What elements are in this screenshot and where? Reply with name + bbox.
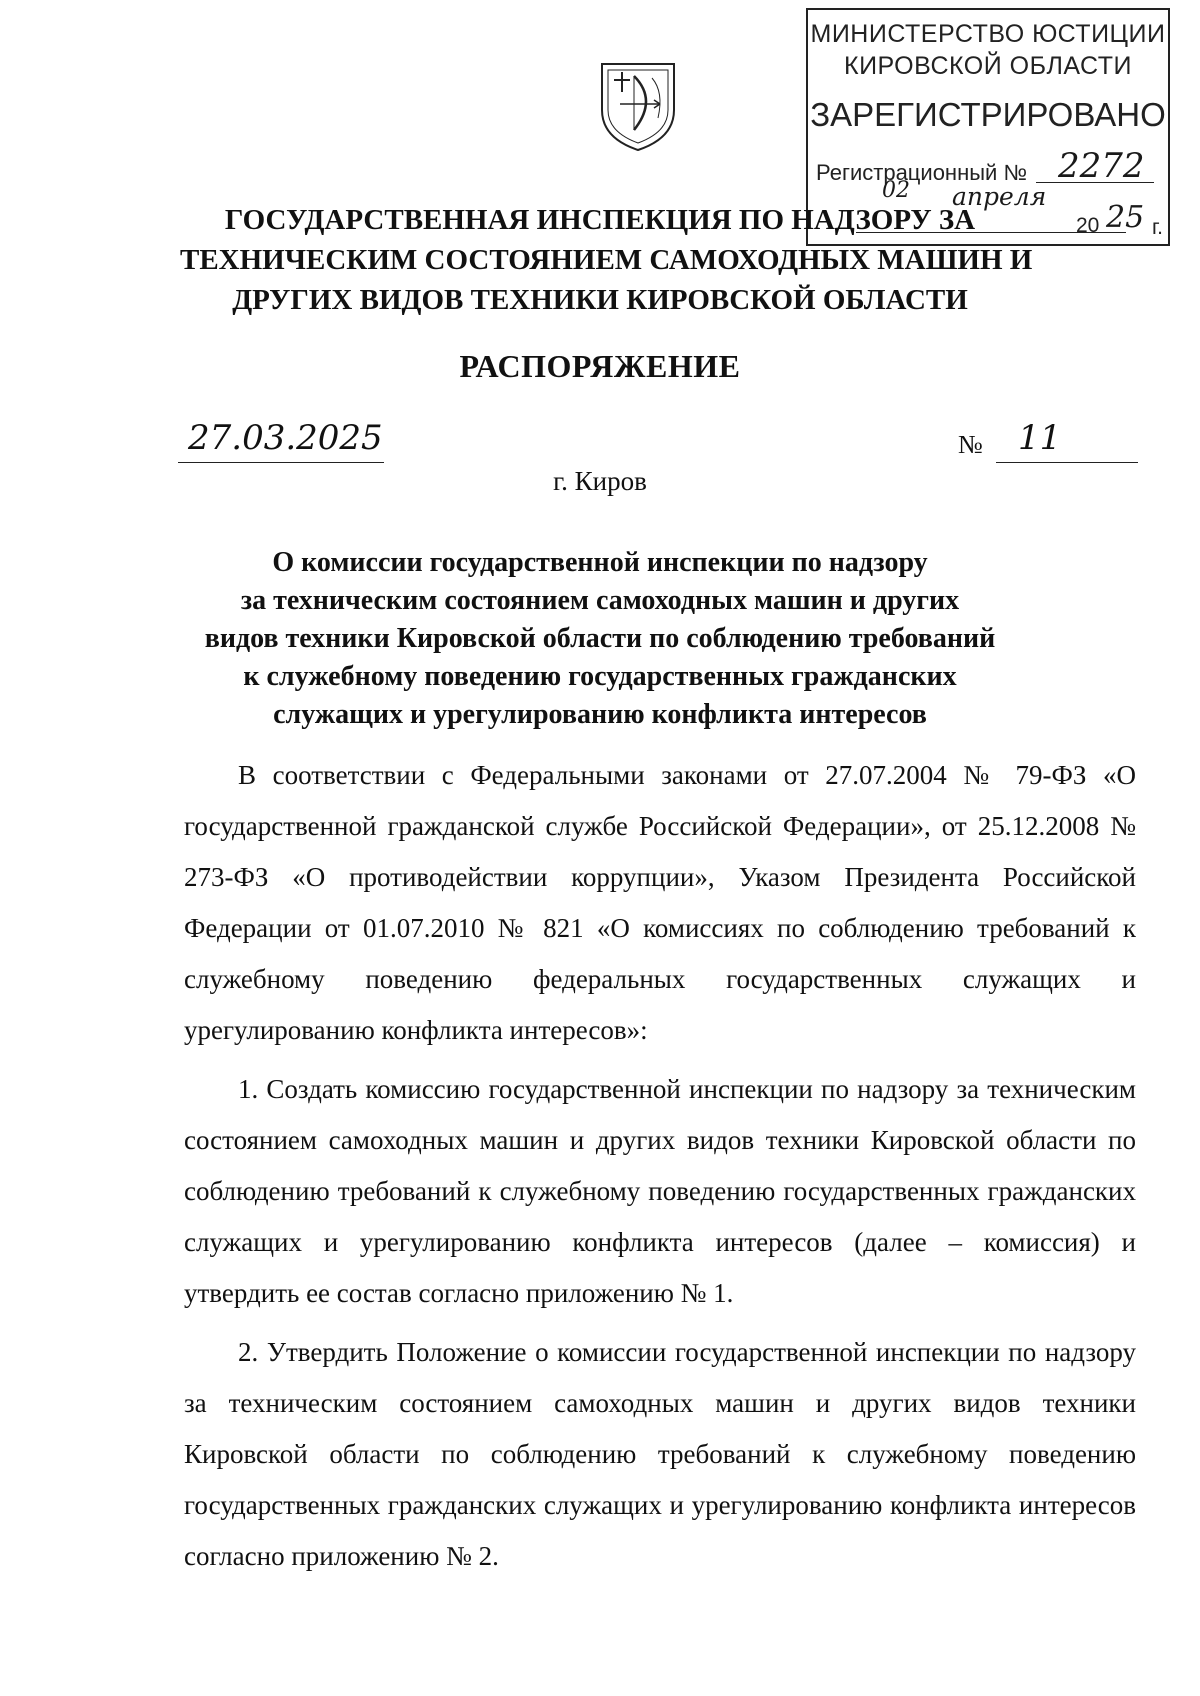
org-line: ГОСУДАРСТВЕННАЯ ИНСПЕКЦИЯ ПО НАДЗОРУ ЗА (224, 204, 976, 236)
body-paragraph-item-2: 2. Утвердить Положение о комиссии государственной инспекции по надзору за техническим состоянием самоходных машин и других видов техники Кировской области по соблюдению требований к служебному поведению государственных гражданских служащих и урегулированию конфликта интересов согласно приложению № 2. (184, 1337, 1136, 1571)
stamp-ministry-line: МИНИСТЕРСТВО ЮСТИЦИИ (810, 20, 1166, 48)
body-paragraph-preamble: В соответствии с Федеральными законами от 27.07.2004 № 79-ФЗ «О государственной гражданской службе Российской Федерации», от 25.12.2008 № 273-ФЗ «О противодействии коррупции», Указом Президента Российской Федерации от 01.07.2010 № 821 «О комиссиях по соблюдению требований к служебному поведению федеральных государственных служащих и урегулированию конфликта интересов»: (184, 760, 1136, 1045)
org-line: ТЕХНИЧЕСКИМ СОСТОЯНИЕМ САМОХОДНЫХ МАШИН И (180, 244, 1033, 276)
stamp-date-month: апреля (952, 182, 1047, 211)
date-underline (178, 462, 384, 463)
stamp-year-unit: г. (1152, 216, 1163, 239)
stamp-region-line: КИРОВСКОЙ ОБЛАСТИ (844, 52, 1132, 80)
stamp-status: ЗАРЕГИСТРИРОВАНО (810, 96, 1166, 133)
document-number: 11 (1018, 418, 1062, 458)
number-underline (996, 462, 1138, 463)
stamp-date-day: 02 (882, 178, 910, 203)
city: г. Киров (553, 466, 647, 496)
document-subject (180, 544, 1020, 734)
number-label: № (958, 430, 983, 459)
subject-line: за техническим состоянием самоходных машин и других (240, 585, 960, 616)
subject-line: служащих и урегулированию конфликта интересов (273, 699, 927, 730)
document-body (184, 750, 1136, 1590)
subject-line: к служебному поведению государственных гражданских (243, 661, 957, 692)
org-line: ДРУГИХ ВИДОВ ТЕХНИКИ КИРОВСКОЙ ОБЛАСТИ (232, 284, 968, 316)
stamp-year-prefix: 20 (1076, 214, 1100, 237)
document-date: 27.03.2025 (188, 418, 383, 458)
document-type: РАСПОРЯЖЕНИЕ (459, 348, 741, 384)
organization-title (180, 200, 1033, 320)
stamp-reg-number: 2272 (1058, 146, 1145, 186)
body-paragraph-item-1: 1. Создать комиссию государственной инспекции по надзору за техническим состоянием самоходных машин и других видов техники Кировской области по соблюдению требований к служебному поведению государственных гражданских служащих и урегулированию конфликта интересов (далее – комиссия) и утвердить ее состав согласно приложению № 1. (184, 1074, 1136, 1308)
subject-line: О комиссии государственной инспекции по надзору (272, 547, 928, 578)
stamp-year-suffix: 25 (1106, 200, 1145, 235)
kirov-coat-of-arms-icon (594, 58, 682, 154)
stamp-reg-label: Регистрационный № (816, 160, 1028, 185)
subject-line: видов техники Кировской области по соблюдению требований (204, 623, 996, 654)
